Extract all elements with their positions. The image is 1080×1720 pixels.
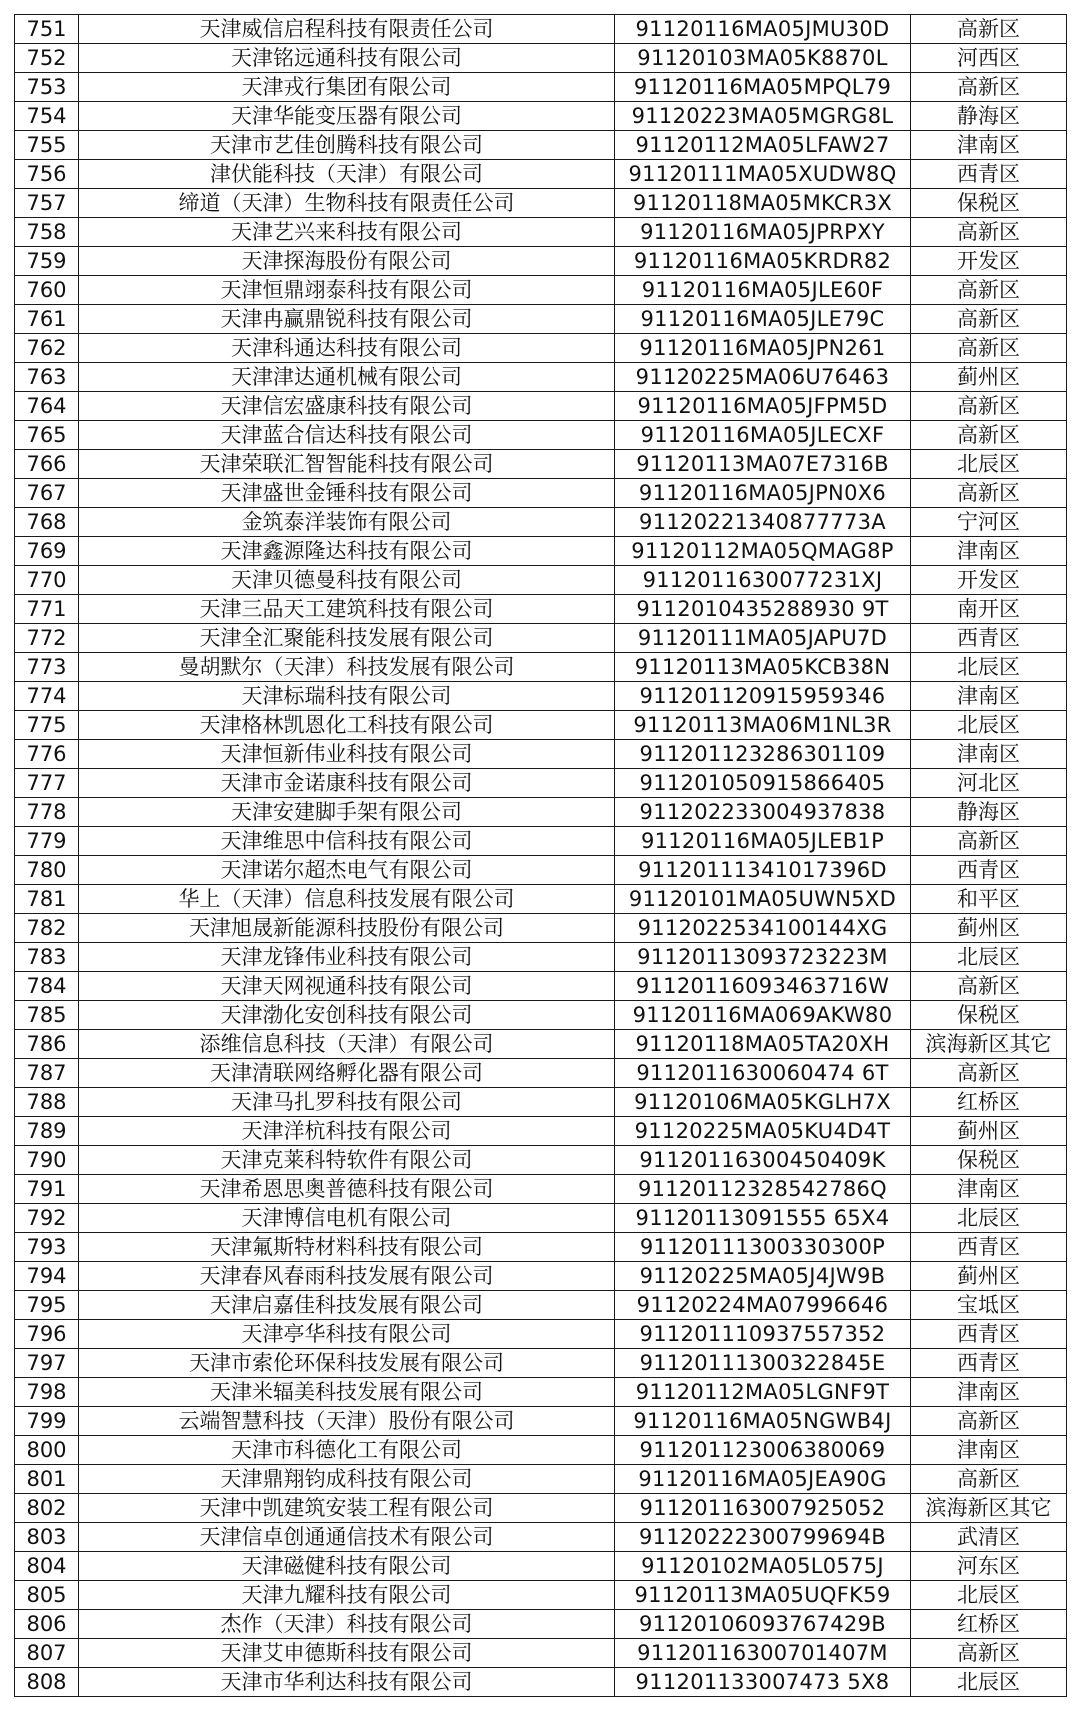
district-cell: 保税区 [911, 189, 1067, 218]
table-row [15, 160, 1067, 189]
table-row [15, 1610, 1067, 1639]
district-cell: 高新区 [911, 479, 1067, 508]
table-row [15, 1349, 1067, 1378]
table-row [15, 1059, 1067, 1088]
credit-code-cell: 91120102MA05L0575J [615, 1552, 911, 1581]
company-name-cell: 天津三品天工建筑科技有限公司 [79, 595, 615, 624]
district-cell: 高新区 [911, 1639, 1067, 1668]
table-row [15, 856, 1067, 885]
company-name-cell: 天津艾申德斯科技有限公司 [79, 1639, 615, 1668]
table-row [15, 102, 1067, 131]
credit-code-cell: 91120225MA05KU4D4T [615, 1117, 911, 1146]
row-number-cell: 774 [15, 682, 79, 711]
row-number-cell: 753 [15, 73, 79, 102]
row-number-cell: 797 [15, 1349, 79, 1378]
company-name-cell: 天津鑫源隆达科技有限公司 [79, 537, 615, 566]
table-row [15, 1088, 1067, 1117]
district-cell: 北辰区 [911, 711, 1067, 740]
table-row [15, 73, 1067, 102]
table-row [15, 1204, 1067, 1233]
row-number-cell: 759 [15, 247, 79, 276]
table-row [15, 1291, 1067, 1320]
district-cell: 高新区 [911, 1059, 1067, 1088]
credit-code-cell: 91120112MA05LGNF9T [615, 1378, 911, 1407]
table-row [15, 247, 1067, 276]
row-number-cell: 802 [15, 1494, 79, 1523]
credit-code-cell: 9112011630077231XJ [615, 566, 911, 595]
company-name-cell: 天津克莱科特软件有限公司 [79, 1146, 615, 1175]
district-cell: 津南区 [911, 1175, 1067, 1204]
row-number-cell: 756 [15, 160, 79, 189]
company-name-cell: 天津贝德曼科技有限公司 [79, 566, 615, 595]
table-row [15, 1233, 1067, 1262]
company-name-cell: 天津米辐美科技发展有限公司 [79, 1378, 615, 1407]
credit-code-cell: 91120106MA05KGLH7X [615, 1088, 911, 1117]
row-number-cell: 765 [15, 421, 79, 450]
credit-code-cell: 91120111MA05XUDW8Q [615, 160, 911, 189]
district-cell: 高新区 [911, 305, 1067, 334]
district-cell: 西青区 [911, 1349, 1067, 1378]
company-name-cell: 天津蓝合信达科技有限公司 [79, 421, 615, 450]
company-name-cell: 云端智慧科技（天津）股份有限公司 [79, 1407, 615, 1436]
row-number-cell: 785 [15, 1001, 79, 1030]
credit-code-cell: 91120106093767429B [615, 1610, 911, 1639]
row-number-cell: 795 [15, 1291, 79, 1320]
credit-code-cell: 91120118MA05TA20XH [615, 1030, 911, 1059]
credit-code-cell: 91120116MA05KRDR82 [615, 247, 911, 276]
company-name-cell: 天津华能变压器有限公司 [79, 102, 615, 131]
credit-code-cell: 9112010435288930 9T [615, 595, 911, 624]
district-cell: 滨海新区其它 [911, 1030, 1067, 1059]
table-row [15, 1552, 1067, 1581]
credit-code-cell: 91120111300322845E [615, 1349, 911, 1378]
district-cell: 高新区 [911, 421, 1067, 450]
company-name-cell: 天津市艺佳创腾科技有限公司 [79, 131, 615, 160]
credit-code-cell: 91120112MA05LFAW27 [615, 131, 911, 160]
district-cell: 和平区 [911, 885, 1067, 914]
company-name-cell: 缔道（天津）生物科技有限责任公司 [79, 189, 615, 218]
row-number-cell: 757 [15, 189, 79, 218]
table-row [15, 624, 1067, 653]
credit-code-cell: 911201133007473 5X8 [615, 1668, 911, 1697]
district-cell: 西青区 [911, 856, 1067, 885]
table-row [15, 1494, 1067, 1523]
row-number-cell: 778 [15, 798, 79, 827]
table-row [15, 1146, 1067, 1175]
company-name-cell: 曼胡默尔（天津）科技发展有限公司 [79, 653, 615, 682]
row-number-cell: 789 [15, 1117, 79, 1146]
row-number-cell: 803 [15, 1523, 79, 1552]
row-number-cell: 763 [15, 363, 79, 392]
credit-code-cell: 91120116300450409K [615, 1146, 911, 1175]
table-row [15, 595, 1067, 624]
table-row [15, 15, 1067, 44]
credit-code-cell: 91120118MA05MKCR3X [615, 189, 911, 218]
district-cell: 静海区 [911, 102, 1067, 131]
district-cell: 蓟州区 [911, 1262, 1067, 1291]
credit-code-cell: 91120225MA05J4JW9B [615, 1262, 911, 1291]
district-cell: 高新区 [911, 218, 1067, 247]
company-name-cell: 津伏能科技（天津）有限公司 [79, 160, 615, 189]
district-cell: 北辰区 [911, 653, 1067, 682]
row-number-cell: 772 [15, 624, 79, 653]
row-number-cell: 805 [15, 1581, 79, 1610]
credit-code-cell: 91120116MA05MPQL79 [615, 73, 911, 102]
district-cell: 保税区 [911, 1146, 1067, 1175]
row-number-cell: 752 [15, 44, 79, 73]
table-row [15, 479, 1067, 508]
credit-code-cell: 91120222300799694B [615, 1523, 911, 1552]
company-name-cell: 天津信卓创通通信技术有限公司 [79, 1523, 615, 1552]
company-name-cell: 天津渤化安创科技有限公司 [79, 1001, 615, 1030]
table-row [15, 421, 1067, 450]
credit-code-cell: 91120116MA05JLE79C [615, 305, 911, 334]
company-name-cell: 天津艺兴来科技有限公司 [79, 218, 615, 247]
district-cell: 西青区 [911, 624, 1067, 653]
credit-code-cell: 91120116MA05JLECXF [615, 421, 911, 450]
company-name-cell: 天津市索伦环保科技发展有限公司 [79, 1349, 615, 1378]
district-cell: 红桥区 [911, 1088, 1067, 1117]
table-row [15, 682, 1067, 711]
credit-code-cell: 91120116MA05NGWB4J [615, 1407, 911, 1436]
credit-code-cell: 91120116MA05JPRPXY [615, 218, 911, 247]
table-row [15, 972, 1067, 1001]
row-number-cell: 806 [15, 1610, 79, 1639]
credit-code-cell: 9112011630060474 6T [615, 1059, 911, 1088]
table-row [15, 131, 1067, 160]
credit-code-cell: 91120103MA05K8870L [615, 44, 911, 73]
credit-code-cell: 911201110937557352 [615, 1320, 911, 1349]
credit-code-cell: 91120116MA069AKW80 [615, 1001, 911, 1030]
district-cell: 南开区 [911, 595, 1067, 624]
table-row [15, 1117, 1067, 1146]
credit-code-cell: 91120225MA06U76463 [615, 363, 911, 392]
company-name-cell: 天津恒鼎翊泰科技有限公司 [79, 276, 615, 305]
table-row [15, 566, 1067, 595]
company-name-cell: 天津九耀科技有限公司 [79, 1581, 615, 1610]
row-number-cell: 790 [15, 1146, 79, 1175]
company-name-cell: 天津氟斯特材料科技有限公司 [79, 1233, 615, 1262]
row-number-cell: 787 [15, 1059, 79, 1088]
table-row [15, 218, 1067, 247]
credit-code-cell: 91120112MA05QMAG8P [615, 537, 911, 566]
row-number-cell: 755 [15, 131, 79, 160]
credit-code-cell: 91120111300330300P [615, 1233, 911, 1262]
row-number-cell: 775 [15, 711, 79, 740]
district-cell: 河北区 [911, 769, 1067, 798]
credit-code-cell: 91120223MA05MGRG8L [615, 102, 911, 131]
row-number-cell: 786 [15, 1030, 79, 1059]
table-row [15, 769, 1067, 798]
table-row [15, 798, 1067, 827]
row-number-cell: 807 [15, 1639, 79, 1668]
table-row [15, 1465, 1067, 1494]
table-row [15, 508, 1067, 537]
credit-code-cell: 91120113MA07E7316B [615, 450, 911, 479]
row-number-cell: 770 [15, 566, 79, 595]
credit-code-cell: 91120112328542786Q [615, 1175, 911, 1204]
company-name-cell: 天津博信电机有限公司 [79, 1204, 615, 1233]
row-number-cell: 768 [15, 508, 79, 537]
district-cell: 津南区 [911, 537, 1067, 566]
company-name-cell: 天津市科德化工有限公司 [79, 1436, 615, 1465]
row-number-cell: 762 [15, 334, 79, 363]
table-row [15, 1639, 1067, 1668]
district-cell: 高新区 [911, 15, 1067, 44]
company-name-cell: 天津格林凯恩化工科技有限公司 [79, 711, 615, 740]
table-row [15, 943, 1067, 972]
table-row [15, 1030, 1067, 1059]
row-number-cell: 799 [15, 1407, 79, 1436]
row-number-cell: 793 [15, 1233, 79, 1262]
district-cell: 北辰区 [911, 943, 1067, 972]
table-row [15, 334, 1067, 363]
table-row [15, 450, 1067, 479]
credit-code-cell: 91120113MA05UQFK59 [615, 1581, 911, 1610]
credit-code-cell: 91120113MA05KCB38N [615, 653, 911, 682]
row-number-cell: 794 [15, 1262, 79, 1291]
credit-code-cell: 91120116MA05JFPM5D [615, 392, 911, 421]
credit-code-cell: 91120101MA05UWN5XD [615, 885, 911, 914]
district-cell: 北辰区 [911, 1668, 1067, 1697]
district-cell: 河东区 [911, 1552, 1067, 1581]
table-row [15, 1668, 1067, 1697]
row-number-cell: 758 [15, 218, 79, 247]
district-cell: 高新区 [911, 73, 1067, 102]
table-row [15, 1407, 1067, 1436]
row-number-cell: 780 [15, 856, 79, 885]
company-table-body [15, 15, 1067, 1697]
row-number-cell: 771 [15, 595, 79, 624]
credit-code-cell: 91120113091555 65X4 [615, 1204, 911, 1233]
district-cell: 西青区 [911, 1320, 1067, 1349]
credit-code-cell: 911201123286301109 [615, 740, 911, 769]
company-list-sheet [14, 14, 1066, 1697]
credit-code-cell: 91120111MA05JAPU7D [615, 624, 911, 653]
credit-code-cell: 91120116MA05JLE60F [615, 276, 911, 305]
company-name-cell: 天津鼎翔钧成科技有限公司 [79, 1465, 615, 1494]
row-number-cell: 761 [15, 305, 79, 334]
district-cell: 静海区 [911, 798, 1067, 827]
table-row [15, 392, 1067, 421]
table-row [15, 1581, 1067, 1610]
company-name-cell: 天津戎行集团有限公司 [79, 73, 615, 102]
row-number-cell: 779 [15, 827, 79, 856]
district-cell: 武清区 [911, 1523, 1067, 1552]
table-row [15, 537, 1067, 566]
company-name-cell: 天津亭华科技有限公司 [79, 1320, 615, 1349]
company-name-cell: 天津安建脚手架有限公司 [79, 798, 615, 827]
district-cell: 红桥区 [911, 1610, 1067, 1639]
credit-code-cell: 911201050915866405 [615, 769, 911, 798]
credit-code-cell: 91120221340877773A [615, 508, 911, 537]
credit-code-cell: 91120116MA05JPN261 [615, 334, 911, 363]
table-row [15, 1320, 1067, 1349]
credit-code-cell: 91120224MA07996646 [615, 1291, 911, 1320]
district-cell: 宝坻区 [911, 1291, 1067, 1320]
district-cell: 津南区 [911, 740, 1067, 769]
row-number-cell: 791 [15, 1175, 79, 1204]
district-cell: 津南区 [911, 131, 1067, 160]
district-cell: 北辰区 [911, 450, 1067, 479]
company-name-cell: 天津铭远通科技有限公司 [79, 44, 615, 73]
row-number-cell: 776 [15, 740, 79, 769]
row-number-cell: 800 [15, 1436, 79, 1465]
credit-code-cell: 91120116MA05JEA90G [615, 1465, 911, 1494]
row-number-cell: 781 [15, 885, 79, 914]
credit-code-cell: 91120116093463716W [615, 972, 911, 1001]
company-name-cell: 金筑泰洋装饰有限公司 [79, 508, 615, 537]
company-name-cell: 天津荣联汇智智能科技有限公司 [79, 450, 615, 479]
company-name-cell: 天津中凯建筑安装工程有限公司 [79, 1494, 615, 1523]
company-name-cell: 天津探海股份有限公司 [79, 247, 615, 276]
company-name-cell: 天津马扎罗科技有限公司 [79, 1088, 615, 1117]
table-row [15, 305, 1067, 334]
table-row [15, 1001, 1067, 1030]
company-name-cell: 天津恒新伟业科技有限公司 [79, 740, 615, 769]
table-row [15, 1378, 1067, 1407]
credit-code-cell: 91120116MA05JPN0X6 [615, 479, 911, 508]
company-name-cell: 天津清联网络孵化器有限公司 [79, 1059, 615, 1088]
row-number-cell: 777 [15, 769, 79, 798]
district-cell: 西青区 [911, 160, 1067, 189]
company-name-cell: 天津希恩思奥普德科技有限公司 [79, 1175, 615, 1204]
district-cell: 河西区 [911, 44, 1067, 73]
row-number-cell: 754 [15, 102, 79, 131]
table-row [15, 189, 1067, 218]
company-name-cell: 天津市华利达科技有限公司 [79, 1668, 615, 1697]
credit-code-cell: 91120116MA05JLEB1P [615, 827, 911, 856]
table-row [15, 1436, 1067, 1465]
table-row [15, 914, 1067, 943]
row-number-cell: 808 [15, 1668, 79, 1697]
table-row [15, 1175, 1067, 1204]
district-cell: 高新区 [911, 972, 1067, 1001]
company-name-cell: 天津盛世金锤科技有限公司 [79, 479, 615, 508]
row-number-cell: 804 [15, 1552, 79, 1581]
company-name-cell: 天津市金诺康科技有限公司 [79, 769, 615, 798]
row-number-cell: 788 [15, 1088, 79, 1117]
credit-code-cell: 91120116300701407M [615, 1639, 911, 1668]
row-number-cell: 760 [15, 276, 79, 305]
company-name-cell: 添维信息科技（天津）有限公司 [79, 1030, 615, 1059]
company-name-cell: 天津旭晟新能源科技股份有限公司 [79, 914, 615, 943]
district-cell: 宁河区 [911, 508, 1067, 537]
company-name-cell: 天津洋杭科技有限公司 [79, 1117, 615, 1146]
row-number-cell: 782 [15, 914, 79, 943]
company-name-cell: 天津标瑞科技有限公司 [79, 682, 615, 711]
credit-code-cell: 91120116MA05JMU30D [615, 15, 911, 44]
company-name-cell: 天津龙锋伟业科技有限公司 [79, 943, 615, 972]
row-number-cell: 767 [15, 479, 79, 508]
table-row [15, 740, 1067, 769]
row-number-cell: 784 [15, 972, 79, 1001]
company-name-cell: 华上（天津）信息科技发展有限公司 [79, 885, 615, 914]
table-row [15, 363, 1067, 392]
row-number-cell: 792 [15, 1204, 79, 1233]
row-number-cell: 798 [15, 1378, 79, 1407]
district-cell: 保税区 [911, 1001, 1067, 1030]
credit-code-cell: 911201120915959346 [615, 682, 911, 711]
company-name-cell: 天津春风春雨科技发展有限公司 [79, 1262, 615, 1291]
company-name-cell: 天津威信启程科技有限责任公司 [79, 15, 615, 44]
district-cell: 蓟州区 [911, 1117, 1067, 1146]
district-cell: 北辰区 [911, 1581, 1067, 1610]
credit-code-cell: 91120113093723223M [615, 943, 911, 972]
district-cell: 高新区 [911, 334, 1067, 363]
table-row [15, 711, 1067, 740]
credit-code-cell: 911201123006380069 [615, 1436, 911, 1465]
company-name-cell: 杰作（天津）科技有限公司 [79, 1610, 615, 1639]
district-cell: 蓟州区 [911, 363, 1067, 392]
district-cell: 高新区 [911, 827, 1067, 856]
district-cell: 高新区 [911, 1465, 1067, 1494]
district-cell: 高新区 [911, 392, 1067, 421]
table-row [15, 1262, 1067, 1291]
row-number-cell: 796 [15, 1320, 79, 1349]
company-name-cell: 天津天网视通科技有限公司 [79, 972, 615, 1001]
district-cell: 北辰区 [911, 1204, 1067, 1233]
company-name-cell: 天津全汇聚能科技发展有限公司 [79, 624, 615, 653]
row-number-cell: 769 [15, 537, 79, 566]
table-row [15, 1523, 1067, 1552]
row-number-cell: 783 [15, 943, 79, 972]
table-row [15, 885, 1067, 914]
company-name-cell: 天津启嘉佳科技发展有限公司 [79, 1291, 615, 1320]
company-name-cell: 天津维思中信科技有限公司 [79, 827, 615, 856]
table-row [15, 653, 1067, 682]
company-name-cell: 天津磁健科技有限公司 [79, 1552, 615, 1581]
district-cell: 津南区 [911, 1378, 1067, 1407]
district-cell: 滨海新区其它 [911, 1494, 1067, 1523]
table-row [15, 827, 1067, 856]
table-row [15, 276, 1067, 305]
row-number-cell: 764 [15, 392, 79, 421]
district-cell: 津南区 [911, 1436, 1067, 1465]
company-name-cell: 天津信宏盛康科技有限公司 [79, 392, 615, 421]
district-cell: 西青区 [911, 1233, 1067, 1262]
table-row [15, 44, 1067, 73]
company-name-cell: 天津诺尔超杰电气有限公司 [79, 856, 615, 885]
district-cell: 开发区 [911, 566, 1067, 595]
company-name-cell: 天津津达通机械有限公司 [79, 363, 615, 392]
district-cell: 高新区 [911, 276, 1067, 305]
district-cell: 高新区 [911, 1407, 1067, 1436]
row-number-cell: 801 [15, 1465, 79, 1494]
credit-code-cell: 9112022534100144XG [615, 914, 911, 943]
row-number-cell: 773 [15, 653, 79, 682]
row-number-cell: 766 [15, 450, 79, 479]
row-number-cell: 751 [15, 15, 79, 44]
company-name-cell: 天津冉赢鼎锐科技有限公司 [79, 305, 615, 334]
credit-code-cell: 91120111341017396D [615, 856, 911, 885]
credit-code-cell: 911201163007925052 [615, 1494, 911, 1523]
company-name-cell: 天津科通达科技有限公司 [79, 334, 615, 363]
district-cell: 津南区 [911, 682, 1067, 711]
district-cell: 开发区 [911, 247, 1067, 276]
company-table [14, 14, 1067, 1697]
credit-code-cell: 911202233004937838 [615, 798, 911, 827]
credit-code-cell: 91120113MA06M1NL3R [615, 711, 911, 740]
district-cell: 蓟州区 [911, 914, 1067, 943]
